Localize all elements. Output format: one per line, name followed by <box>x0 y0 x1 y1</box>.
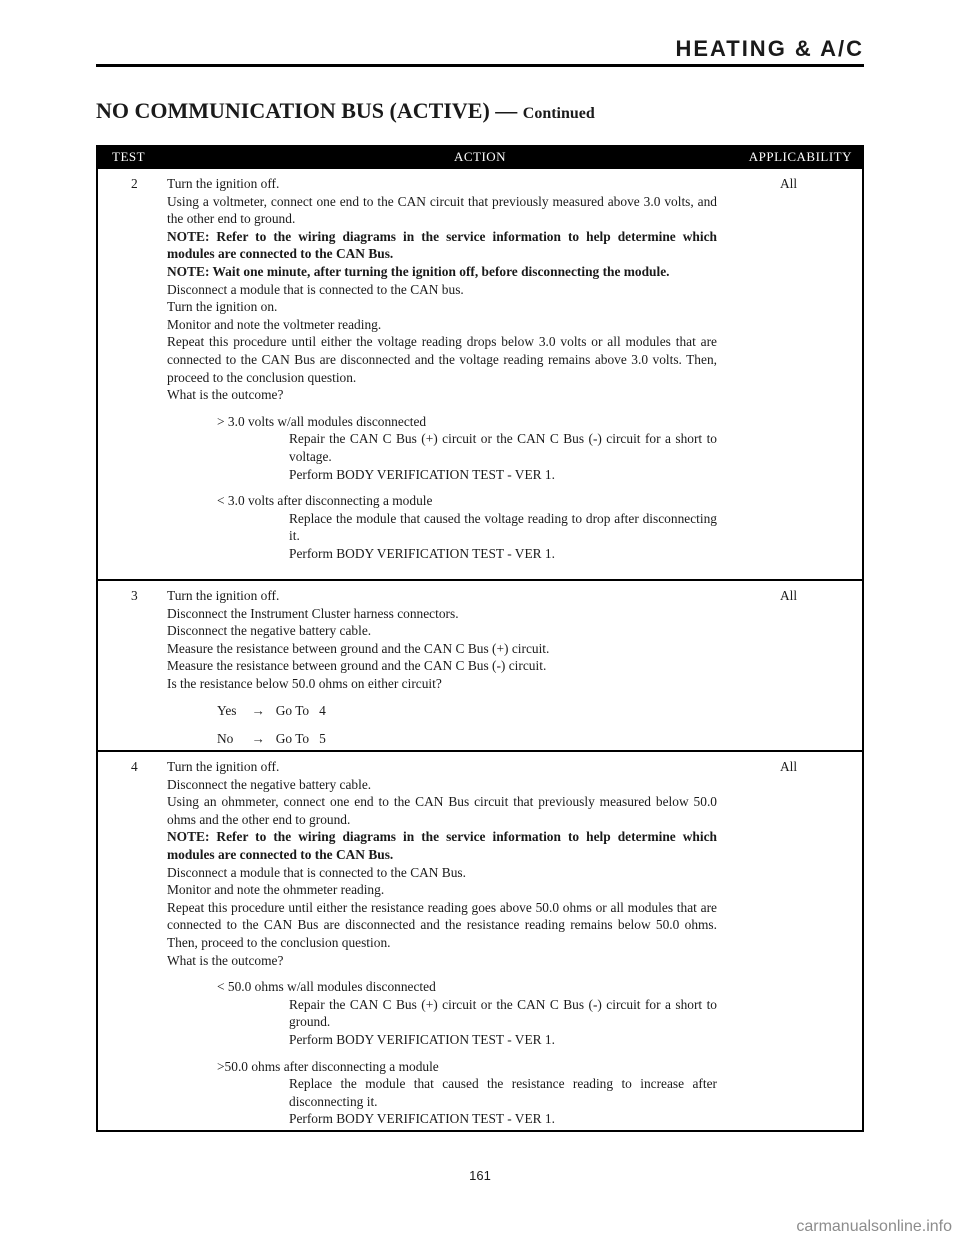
section-title <box>96 98 595 124</box>
outcome-condition: < 3.0 volts after disconnecting a module <box>217 493 433 509</box>
applicability-value: All <box>780 176 798 191</box>
arrow-right-icon: → <box>251 731 266 747</box>
outcome-block <box>167 413 717 483</box>
table-header <box>98 145 862 169</box>
outcome-block <box>167 492 717 562</box>
outcome-condition: > 3.0 volts w/all modules disconnected <box>217 413 427 429</box>
action-note: NOTE: Wait one minute, after turning the ignition off, before disconnecting the module. <box>167 263 670 279</box>
action-step: Disconnect a module that is connected to the CAN Bus. <box>167 864 466 880</box>
outcome-verify: Perform BODY VERIFICATION TEST - VER 1. <box>289 466 555 482</box>
section-title-text: NO COMMUNICATION BUS (ACTIVE) — <box>96 98 518 123</box>
outcome-condition: < 50.0 ohms w/all modules disconnected <box>217 979 436 995</box>
column-header-test: TEST <box>112 149 146 164</box>
outcome-block <box>167 1058 717 1128</box>
goto-target: Go To 5 <box>275 731 326 747</box>
action-step: Turn the ignition off. <box>167 588 280 603</box>
action-step: Measure the resistance between ground and the CAN C Bus (-) circuit. <box>167 658 547 674</box>
test-action <box>167 175 717 562</box>
action-step: Disconnect the Instrument Cluster harness connectors. <box>167 605 459 621</box>
outcome-verify: Perform BODY VERIFICATION TEST - VER 1. <box>289 1111 555 1127</box>
action-question: What is the outcome? <box>167 952 284 968</box>
action-step: Turn the ignition off. <box>167 759 280 774</box>
header-rule <box>96 64 864 67</box>
action-step: Repeat this procedure until either the voltage reading drops below 3.0 volts or all modules that are connected to the CAN Bus are disconnected and the voltage reading remains above 3.0 volts. Then, proceed to the conclusion question. <box>167 334 717 385</box>
test-row-2 <box>98 169 862 579</box>
column-header-applicability: APPLICABILITY <box>748 149 852 164</box>
test-action <box>167 587 717 748</box>
outcome-verify: Perform BODY VERIFICATION TEST - VER 1. <box>289 545 555 561</box>
goto-target: Go To 4 <box>275 702 326 718</box>
arrow-right-icon: → <box>251 702 266 718</box>
action-note: NOTE: Refer to the wiring diagrams in the service information to help determine which modules are connected to the CAN Bus. <box>167 228 717 262</box>
applicability-value: All <box>780 759 798 774</box>
action-step: Measure the resistance between ground and the CAN C Bus (+) circuit. <box>167 640 550 656</box>
action-step: Using a voltmeter, connect one end to the CAN circuit that previously measured above 3.0 volts, and the other end to ground. <box>167 193 717 227</box>
applicability-value: All <box>780 588 798 603</box>
outcome-verify: Perform BODY VERIFICATION TEST - VER 1. <box>289 1031 555 1047</box>
answer-no <box>167 730 717 748</box>
action-step: Turn the ignition off. <box>167 176 280 191</box>
test-number: 2 <box>131 176 138 191</box>
answer-yes <box>167 702 717 720</box>
outcome-block <box>167 978 717 1048</box>
column-header-action: ACTION <box>453 149 507 164</box>
test-row-3 <box>98 579 862 750</box>
page-header-title: HEATING & A/C <box>675 36 864 61</box>
action-step: Disconnect the negative battery cable. <box>167 623 372 639</box>
diagnostic-procedure-table <box>96 145 864 1132</box>
action-step: Monitor and note the ohmmeter reading. <box>167 882 385 898</box>
action-question: Is the resistance below 50.0 ohms on either circuit? <box>167 675 442 691</box>
outcome-result: Repair the CAN C Bus (+) circuit or the CAN C Bus (-) circuit for a short to ground. <box>289 996 717 1030</box>
outcome-condition: >50.0 ohms after disconnecting a module <box>217 1058 439 1074</box>
test-action <box>167 758 717 1128</box>
action-step: Disconnect a module that is connected to the CAN bus. <box>167 281 464 297</box>
test-row-4 <box>98 750 862 1132</box>
outcome-result: Repair the CAN C Bus (+) circuit or the CAN C Bus (-) circuit for a short to voltage. <box>289 431 717 464</box>
watermark-text: carmanualsonline.info <box>796 1218 952 1235</box>
outcome-result: Replace the module that caused the resistance reading to increase after disconnecting it. <box>289 1076 717 1109</box>
section-continued-label: Continued <box>522 105 595 122</box>
answer-label: No <box>217 731 234 747</box>
test-number: 3 <box>131 588 138 603</box>
action-step: Monitor and note the voltmeter reading. <box>167 316 382 332</box>
action-note: NOTE: Refer to the wiring diagrams in the service information to help determine which modules are connected to the CAN Bus. <box>167 829 717 862</box>
test-number: 4 <box>131 759 138 774</box>
action-step: Using an ohmmeter, connect one end to the CAN Bus circuit that previously measured below 50.0 ohms and the other end to ground. <box>167 794 717 827</box>
action-step: Disconnect the negative battery cable. <box>167 776 372 792</box>
action-step: Repeat this procedure until either the resistance reading goes above 50.0 ohms or all modules that are connected to the CAN Bus are disconnected and the resistance reading remains below 50.0 ohms. Then, proceed to the conclusion question. <box>167 899 717 950</box>
action-step: Turn the ignition on. <box>167 299 278 315</box>
page-number: 161 <box>469 1168 491 1183</box>
action-question: What is the outcome? <box>167 387 284 403</box>
answer-label: Yes <box>217 702 237 718</box>
outcome-result: Replace the module that caused the voltage reading to drop after disconnecting it. <box>289 510 717 544</box>
